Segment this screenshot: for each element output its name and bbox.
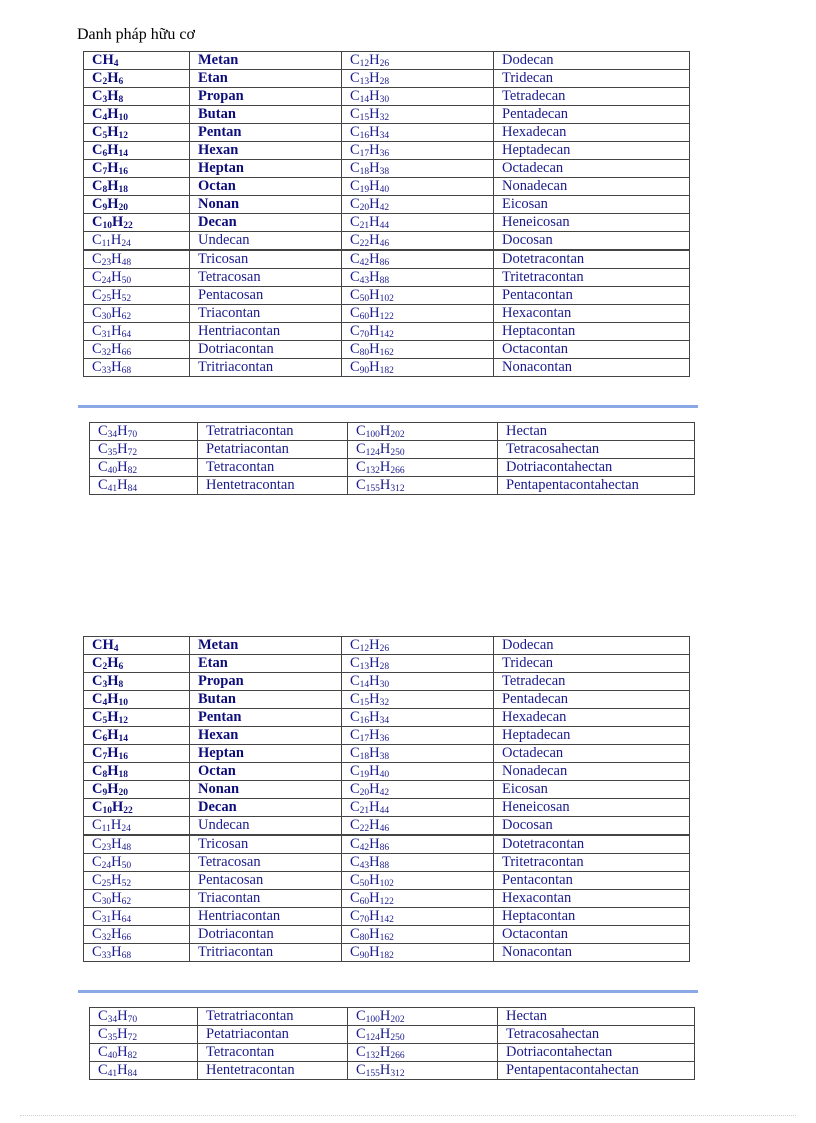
name-cell: Tritriacontan <box>190 359 342 377</box>
formula-cell: $C_{80}H_{162}$ <box>342 341 494 359</box>
formula-cell: $C_{40}H_{82}$ <box>90 459 198 477</box>
table-row <box>84 781 690 799</box>
name-cell: Butan <box>190 106 342 124</box>
formula-cell: $C_{14}H_{30}$ <box>342 88 494 106</box>
name-cell: Metan <box>190 637 342 655</box>
name-cell: Hexadecan <box>494 709 690 727</box>
name-cell: Heptacontan <box>494 323 690 341</box>
name-cell: Metan <box>190 52 342 70</box>
formula-cell: $C_{21}H_{44}$ <box>342 799 494 817</box>
name-cell: Tetratriacontan <box>198 423 348 441</box>
name-cell: Pentacosan <box>190 287 342 305</box>
formula-cell: $C_{15}H_{32}$ <box>342 691 494 709</box>
table-row <box>84 250 690 269</box>
table-row <box>90 459 695 477</box>
table-row <box>84 655 690 673</box>
name-cell: Octadecan <box>494 160 690 178</box>
name-cell: Tridecan <box>494 655 690 673</box>
name-cell: Petatriacontan <box>198 1026 348 1044</box>
formula-cell: $C_{35}H_{72}$ <box>90 441 198 459</box>
table-row <box>84 673 690 691</box>
name-cell: Docosan <box>494 232 690 251</box>
table-row <box>90 477 695 495</box>
name-cell: Tetracosahectan <box>498 441 695 459</box>
name-cell: Nonadecan <box>494 178 690 196</box>
table-row <box>84 890 690 908</box>
name-cell: Hectan <box>498 423 695 441</box>
table-row <box>84 178 690 196</box>
formula-cell: $C_6H_{14}$ <box>84 142 190 160</box>
table-row <box>84 88 690 106</box>
formula-cell: $C_{41}H_{84}$ <box>90 477 198 495</box>
name-cell: Hentriacontan <box>190 908 342 926</box>
name-cell: Octan <box>190 178 342 196</box>
table-row <box>90 423 695 441</box>
name-cell: Tetratriacontan <box>198 1008 348 1026</box>
formula-cell: $C_{17}H_{36}$ <box>342 142 494 160</box>
table-row <box>90 1026 695 1044</box>
formula-cell: $C_9H_{20}$ <box>84 196 190 214</box>
formula-cell: $C_{18}H_{38}$ <box>342 160 494 178</box>
table-row <box>84 727 690 745</box>
formula-cell: $CH_4$ <box>84 52 190 70</box>
name-cell: Docosan <box>494 817 690 836</box>
name-cell: Hentriacontan <box>190 323 342 341</box>
name-cell: Pentadecan <box>494 691 690 709</box>
name-cell: Dotriacontahectan <box>498 1044 695 1062</box>
formula-cell: $C_{41}H_{84}$ <box>90 1062 198 1080</box>
formula-cell: $C_{33}H_{68}$ <box>84 359 190 377</box>
name-cell: Tricosan <box>190 835 342 854</box>
name-cell: Heptadecan <box>494 727 690 745</box>
name-cell: Pentapentacontahectan <box>498 477 695 495</box>
name-cell: Tetracosan <box>190 269 342 287</box>
table-row <box>84 287 690 305</box>
name-cell: Hentetracontan <box>198 1062 348 1080</box>
formula-cell: $C_{12}H_{26}$ <box>342 52 494 70</box>
name-cell: Octan <box>190 763 342 781</box>
formula-cell: $C_{50}H_{102}$ <box>342 872 494 890</box>
table-row <box>84 359 690 377</box>
formula-cell: $C_{132}H_{266}$ <box>348 459 498 477</box>
name-cell: Heptan <box>190 745 342 763</box>
table-row <box>84 817 690 836</box>
formula-cell: $C_7H_{16}$ <box>84 745 190 763</box>
name-cell: Pentapentacontahectan <box>498 1062 695 1080</box>
formula-cell: $C_{42}H_{86}$ <box>342 835 494 854</box>
table-row <box>84 214 690 232</box>
name-cell: Tritetracontan <box>494 269 690 287</box>
formula-cell: $C_{155}H_{312}$ <box>348 1062 498 1080</box>
name-cell: Nonan <box>190 781 342 799</box>
table-row <box>84 944 690 962</box>
formula-cell: $C_{30}H_{62}$ <box>84 890 190 908</box>
formula-cell: $C_{100}H_{202}$ <box>348 423 498 441</box>
formula-cell: $C_{90}H_{182}$ <box>342 944 494 962</box>
table-row <box>84 691 690 709</box>
formula-cell: $CH_4$ <box>84 637 190 655</box>
section-rule <box>78 405 698 408</box>
table-row <box>84 323 690 341</box>
formula-cell: $C_{13}H_{28}$ <box>342 70 494 88</box>
name-cell: Pentacontan <box>494 872 690 890</box>
formula-cell: $C_{17}H_{36}$ <box>342 727 494 745</box>
formula-cell: $C_{20}H_{42}$ <box>342 781 494 799</box>
name-cell: Dotriacontan <box>190 926 342 944</box>
name-cell: Tetracosan <box>190 854 342 872</box>
name-cell: Pentadecan <box>494 106 690 124</box>
formula-cell: $C_{30}H_{62}$ <box>84 305 190 323</box>
name-cell: Dodecan <box>494 52 690 70</box>
name-cell: Tetracontan <box>198 1044 348 1062</box>
formula-cell: $C_{20}H_{42}$ <box>342 196 494 214</box>
table-row <box>84 142 690 160</box>
formula-cell: $C_{70}H_{142}$ <box>342 908 494 926</box>
formula-cell: $C_{40}H_{82}$ <box>90 1044 198 1062</box>
name-cell: Dotetracontan <box>494 250 690 269</box>
table-row <box>90 441 695 459</box>
name-cell: Hexadecan <box>494 124 690 142</box>
table-row <box>84 52 690 70</box>
formula-cell: $C_3H_8$ <box>84 88 190 106</box>
formula-cell: $C_{19}H_{40}$ <box>342 763 494 781</box>
table-row <box>84 305 690 323</box>
name-cell: Etan <box>190 655 342 673</box>
name-cell: Tridecan <box>494 70 690 88</box>
formula-cell: $C_{16}H_{34}$ <box>342 709 494 727</box>
formula-cell: $C_{11}H_{24}$ <box>84 232 190 251</box>
formula-cell: $C_{50}H_{102}$ <box>342 287 494 305</box>
formula-cell: $C_{155}H_{312}$ <box>348 477 498 495</box>
formula-cell: $C_{31}H_{64}$ <box>84 323 190 341</box>
formula-cell: $C_{24}H_{50}$ <box>84 854 190 872</box>
formula-cell: $C_{31}H_{64}$ <box>84 908 190 926</box>
formula-cell: $C_{22}H_{46}$ <box>342 817 494 836</box>
table-row <box>84 637 690 655</box>
formula-cell: $C_{10}H_{22}$ <box>84 214 190 232</box>
name-cell: Hexan <box>190 142 342 160</box>
name-cell: Pentan <box>190 124 342 142</box>
formula-cell: $C_{60}H_{122}$ <box>342 890 494 908</box>
name-cell: Dotriacontahectan <box>498 459 695 477</box>
name-cell: Nonadecan <box>494 763 690 781</box>
name-cell: Heptadecan <box>494 142 690 160</box>
formula-cell: $C_{25}H_{52}$ <box>84 872 190 890</box>
table-row <box>84 854 690 872</box>
name-cell: Heptacontan <box>494 908 690 926</box>
formula-cell: $C_{14}H_{30}$ <box>342 673 494 691</box>
table-row <box>84 232 690 251</box>
name-cell: Petatriacontan <box>198 441 348 459</box>
formula-cell: $C_3H_8$ <box>84 673 190 691</box>
name-cell: Pentacontan <box>494 287 690 305</box>
name-cell: Propan <box>190 673 342 691</box>
formula-cell: $C_6H_{14}$ <box>84 727 190 745</box>
name-cell: Tetracosahectan <box>498 1026 695 1044</box>
table-row <box>84 341 690 359</box>
formula-cell: $C_4H_{10}$ <box>84 106 190 124</box>
name-cell: Tetradecan <box>494 673 690 691</box>
name-cell: Tricosan <box>190 250 342 269</box>
name-cell: Dodecan <box>494 637 690 655</box>
formula-cell: $C_{35}H_{72}$ <box>90 1026 198 1044</box>
formula-cell: $C_7H_{16}$ <box>84 160 190 178</box>
name-cell: Eicosan <box>494 196 690 214</box>
table-row <box>84 835 690 854</box>
name-cell: Octacontan <box>494 926 690 944</box>
table-row <box>84 926 690 944</box>
name-cell: Etan <box>190 70 342 88</box>
name-cell: Octadecan <box>494 745 690 763</box>
formula-cell: $C_{43}H_{88}$ <box>342 854 494 872</box>
formula-cell: $C_{16}H_{34}$ <box>342 124 494 142</box>
formula-cell: $C_4H_{10}$ <box>84 691 190 709</box>
page-title: Danh pháp hữu cơ <box>77 26 195 43</box>
formula-cell: $C_{32}H_{66}$ <box>84 926 190 944</box>
formula-cell: $C_{24}H_{50}$ <box>84 269 190 287</box>
name-cell: Triacontan <box>190 305 342 323</box>
name-cell: Tritetracontan <box>494 854 690 872</box>
formula-cell: $C_{22}H_{46}$ <box>342 232 494 251</box>
section-rule <box>78 990 698 993</box>
table-row <box>84 106 690 124</box>
formula-cell: $C_{33}H_{68}$ <box>84 944 190 962</box>
table-row <box>90 1008 695 1026</box>
table-row <box>90 1062 695 1080</box>
formula-cell: $C_{19}H_{40}$ <box>342 178 494 196</box>
formula-cell: $C_{11}H_{24}$ <box>84 817 190 836</box>
formula-cell: $C_{124}H_{250}$ <box>348 1026 498 1044</box>
name-cell: Dotetracontan <box>494 835 690 854</box>
name-cell: Decan <box>190 214 342 232</box>
formula-cell: $C_{100}H_{202}$ <box>348 1008 498 1026</box>
formula-cell: $C_{60}H_{122}$ <box>342 305 494 323</box>
name-cell: Decan <box>190 799 342 817</box>
formula-cell: $C_{90}H_{182}$ <box>342 359 494 377</box>
formula-cell: $C_{70}H_{142}$ <box>342 323 494 341</box>
name-cell: Tetracontan <box>198 459 348 477</box>
table-row <box>84 124 690 142</box>
table-row <box>90 1044 695 1062</box>
alkane-table-b-1 <box>89 422 695 495</box>
name-cell: Pentan <box>190 709 342 727</box>
name-cell: Triacontan <box>190 890 342 908</box>
formula-cell: $C_{18}H_{38}$ <box>342 745 494 763</box>
name-cell: Nonacontan <box>494 944 690 962</box>
table-row <box>84 908 690 926</box>
alkane-table-a-2 <box>83 636 690 962</box>
name-cell: Tetradecan <box>494 88 690 106</box>
formula-cell: $C_9H_{20}$ <box>84 781 190 799</box>
name-cell: Butan <box>190 691 342 709</box>
name-cell: Pentacosan <box>190 872 342 890</box>
name-cell: Hexan <box>190 727 342 745</box>
name-cell: Heneicosan <box>494 214 690 232</box>
name-cell: Dotriacontan <box>190 341 342 359</box>
table-row <box>84 269 690 287</box>
formula-cell: $C_2H_6$ <box>84 655 190 673</box>
formula-cell: $C_5H_{12}$ <box>84 124 190 142</box>
name-cell: Hentetracontan <box>198 477 348 495</box>
name-cell: Heneicosan <box>494 799 690 817</box>
formula-cell: $C_{124}H_{250}$ <box>348 441 498 459</box>
formula-cell: $C_2H_6$ <box>84 70 190 88</box>
formula-cell: $C_{13}H_{28}$ <box>342 655 494 673</box>
formula-cell: $C_{34}H_{70}$ <box>90 1008 198 1026</box>
formula-cell: $C_{25}H_{52}$ <box>84 287 190 305</box>
page-bottom-divider <box>20 1115 796 1116</box>
name-cell: Nonan <box>190 196 342 214</box>
name-cell: Undecan <box>190 232 342 251</box>
formula-cell: $C_8H_{18}$ <box>84 178 190 196</box>
formula-cell: $C_{43}H_{88}$ <box>342 269 494 287</box>
formula-cell: $C_5H_{12}$ <box>84 709 190 727</box>
name-cell: Tritriacontan <box>190 944 342 962</box>
table-row <box>84 709 690 727</box>
formula-cell: $C_{10}H_{22}$ <box>84 799 190 817</box>
name-cell: Eicosan <box>494 781 690 799</box>
formula-cell: $C_{23}H_{48}$ <box>84 835 190 854</box>
table-row <box>84 196 690 214</box>
formula-cell: $C_{21}H_{44}$ <box>342 214 494 232</box>
name-cell: Undecan <box>190 817 342 836</box>
name-cell: Hexacontan <box>494 305 690 323</box>
name-cell: Nonacontan <box>494 359 690 377</box>
table-row <box>84 763 690 781</box>
formula-cell: $C_{34}H_{70}$ <box>90 423 198 441</box>
formula-cell: $C_{32}H_{66}$ <box>84 341 190 359</box>
name-cell: Heptan <box>190 160 342 178</box>
formula-cell: $C_{15}H_{32}$ <box>342 106 494 124</box>
table-row <box>84 872 690 890</box>
formula-cell: $C_8H_{18}$ <box>84 763 190 781</box>
table-row <box>84 160 690 178</box>
formula-cell: $C_{23}H_{48}$ <box>84 250 190 269</box>
name-cell: Propan <box>190 88 342 106</box>
name-cell: Hectan <box>498 1008 695 1026</box>
table-row <box>84 799 690 817</box>
formula-cell: $C_{42}H_{86}$ <box>342 250 494 269</box>
table-row <box>84 745 690 763</box>
formula-cell: $C_{12}H_{26}$ <box>342 637 494 655</box>
formula-cell: $C_{132}H_{266}$ <box>348 1044 498 1062</box>
table-row <box>84 70 690 88</box>
name-cell: Hexacontan <box>494 890 690 908</box>
alkane-table-a-1 <box>83 51 690 377</box>
formula-cell: $C_{80}H_{162}$ <box>342 926 494 944</box>
name-cell: Octacontan <box>494 341 690 359</box>
alkane-table-b-2 <box>89 1007 695 1080</box>
